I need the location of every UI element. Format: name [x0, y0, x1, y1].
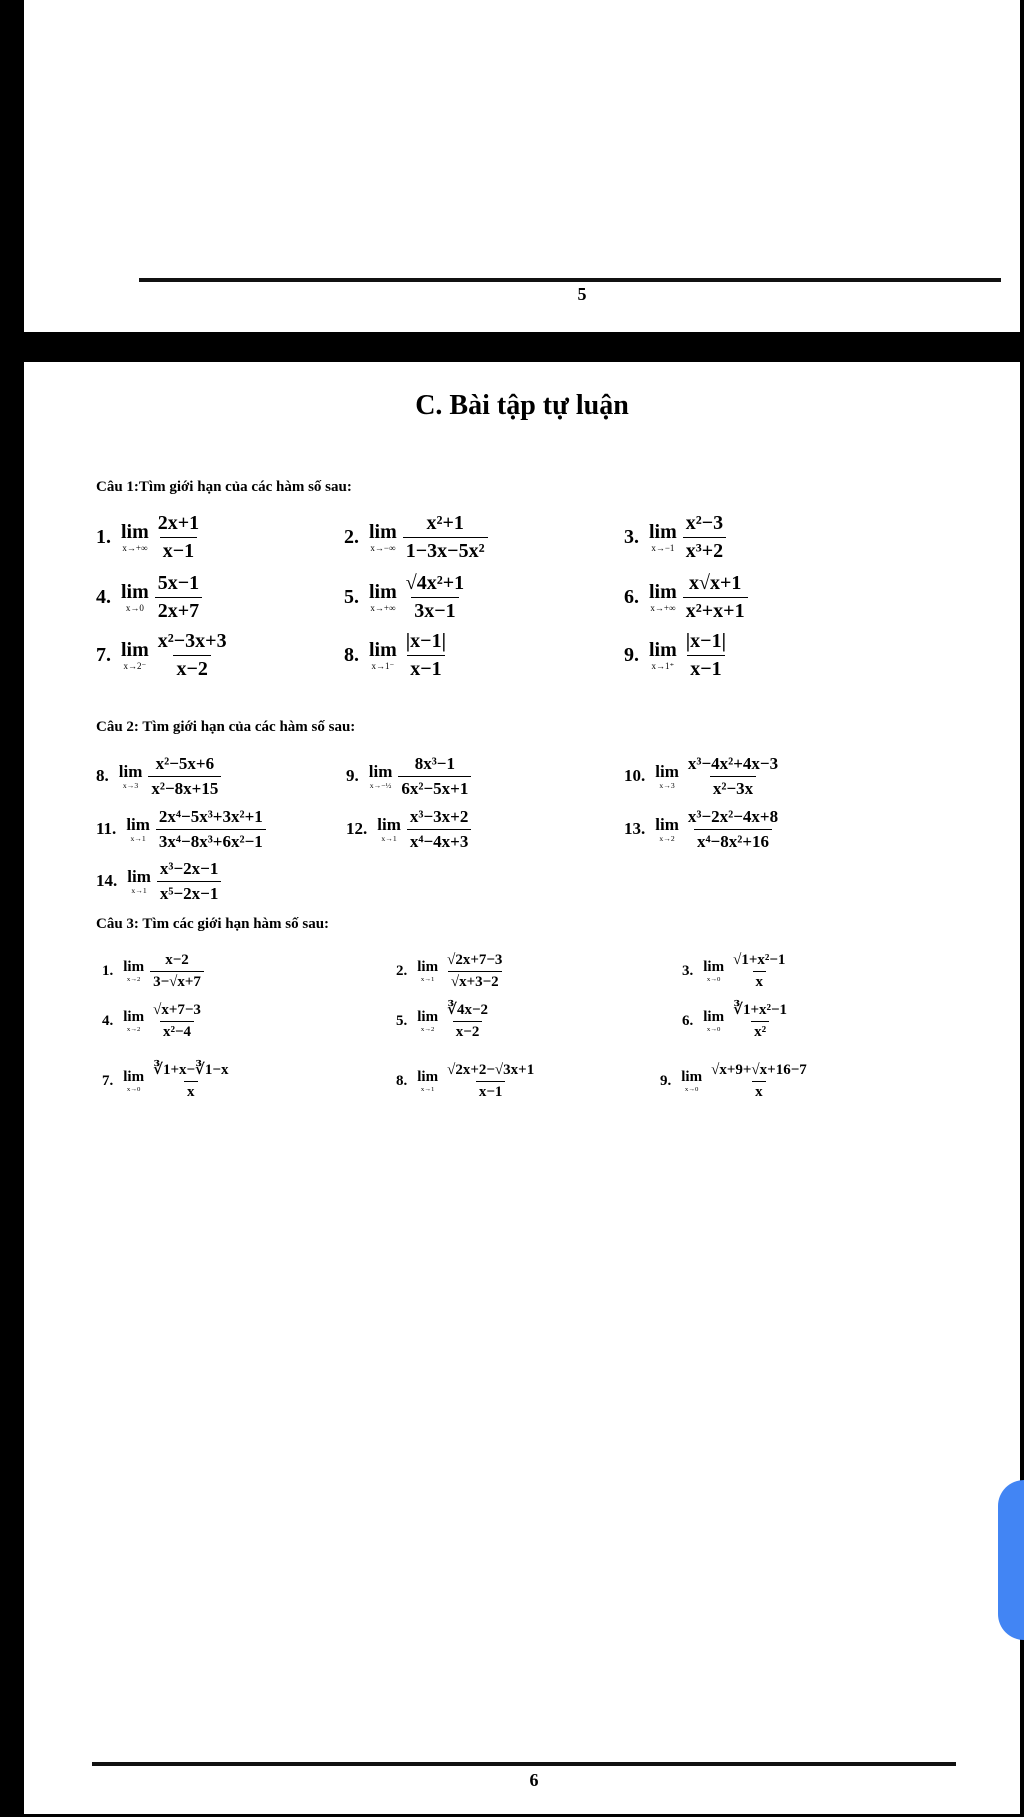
numerator: 5x−1 — [157, 572, 200, 594]
problem-number: 7. — [102, 1073, 114, 1090]
fraction — [444, 952, 505, 992]
fraction — [683, 630, 729, 681]
limit-operator — [655, 816, 679, 843]
fraction — [685, 754, 781, 798]
numerator: √x+7−3 — [153, 1002, 201, 1018]
problem-number: 11. — [96, 819, 117, 839]
limit-approach: x→0 — [684, 1085, 699, 1093]
limit-operator — [123, 960, 144, 984]
problem-number: 9. — [660, 1073, 672, 1090]
limit-word: lim — [123, 958, 145, 975]
question-1-heading: Câu 1:Tìm giới hạn của các hàm số sau: — [96, 479, 352, 495]
limit-word: lim — [655, 761, 679, 781]
problem-number: 6. — [624, 586, 639, 608]
problem-number: 1. — [102, 963, 114, 980]
limit-approach: x→1 — [420, 1085, 435, 1093]
limit-operator — [127, 868, 151, 895]
fraction — [148, 754, 221, 798]
limit-word: lim — [681, 1068, 703, 1085]
fraction — [156, 807, 266, 851]
limit-word: lim — [417, 1008, 439, 1025]
numerator: √2x+7−3 — [447, 952, 503, 968]
limit-problem — [96, 630, 230, 681]
limit-approach: x→−½ — [369, 780, 392, 790]
footer-rule — [139, 278, 1001, 282]
fraction — [157, 859, 221, 903]
fraction — [444, 1062, 537, 1102]
numerator: ∛1+x²−1 — [733, 1002, 788, 1018]
limit-word: lim — [649, 639, 677, 661]
denominator: 3x⁴−8x³+6x²−1 — [156, 829, 266, 852]
limit-operator — [123, 1070, 144, 1094]
limit-problem — [624, 807, 781, 851]
limit-operator — [121, 640, 149, 671]
limit-problem — [396, 1002, 491, 1042]
denominator: 2x+7 — [155, 597, 202, 623]
limit-problem — [396, 1062, 537, 1102]
problem-number: 8. — [96, 766, 109, 786]
fraction — [150, 1062, 231, 1102]
numerator: x²−3x+3 — [157, 630, 227, 652]
limit-word: lim — [417, 958, 439, 975]
limit-approach: x→1⁻ — [371, 661, 395, 671]
fraction — [155, 572, 202, 623]
limit-word: lim — [703, 1008, 725, 1025]
problem-number: 3. — [624, 526, 639, 548]
limit-word: lim — [655, 814, 679, 834]
denominator: x⁵−2x−1 — [157, 881, 221, 904]
limit-problem — [96, 754, 221, 798]
limit-approach: x→1 — [420, 975, 435, 983]
problem-number: 5. — [344, 586, 359, 608]
fraction — [708, 1062, 810, 1102]
denominator: 3x−1 — [411, 597, 458, 623]
denominator: x — [753, 971, 767, 991]
limit-approach: x→0 — [126, 1085, 141, 1093]
numerator: x³−4x²+4x−3 — [687, 754, 779, 773]
limit-operator — [417, 1070, 438, 1094]
limit-approach: x→2⁻ — [123, 661, 147, 671]
limit-problem — [96, 859, 221, 903]
limit-operator — [703, 960, 724, 984]
limit-operator — [369, 763, 393, 790]
limit-problem — [660, 1062, 810, 1102]
limit-approach: x→1 — [381, 833, 397, 843]
limit-problem — [346, 754, 471, 798]
numerator: 2x+1 — [157, 512, 200, 534]
problem-number: 7. — [96, 644, 111, 666]
section-title: C. Bài tập tự luận — [415, 390, 629, 421]
limit-word: lim — [649, 581, 677, 603]
denominator: x−1 — [407, 655, 444, 681]
limit-approach: x→+∞ — [370, 603, 396, 613]
problem-number: 1. — [96, 526, 111, 548]
fraction — [403, 630, 449, 681]
limit-problem — [682, 952, 788, 992]
numerator: ∛1+x−∛1−x — [153, 1062, 229, 1078]
limit-word: lim — [126, 814, 150, 834]
limit-problem — [102, 1002, 204, 1042]
page-6 — [24, 362, 1020, 1814]
limit-operator — [649, 640, 677, 671]
denominator: x⁴−8x²+16 — [694, 829, 772, 852]
limit-word: lim — [703, 958, 725, 975]
problem-number: 12. — [346, 819, 368, 839]
limit-word: lim — [368, 761, 393, 781]
limit-word: lim — [377, 814, 401, 834]
limit-approach: x→+∞ — [122, 543, 148, 553]
problem-number: 5. — [396, 1013, 408, 1030]
limit-operator — [377, 816, 401, 843]
footer-rule — [92, 1762, 956, 1766]
limit-word: lim — [121, 639, 149, 661]
limit-approach: x→−1 — [651, 543, 675, 553]
limit-approach: x→1 — [131, 885, 147, 895]
limit-problem — [344, 630, 449, 681]
problem-number: 4. — [102, 1013, 114, 1030]
limit-word: lim — [417, 1068, 439, 1085]
limit-operator — [649, 522, 677, 553]
denominator: x²−4 — [160, 1021, 194, 1041]
numerator: x√x+1 — [688, 572, 742, 594]
problem-number: 10. — [624, 766, 646, 786]
limit-word: lim — [121, 581, 149, 603]
page-number: 6 — [529, 1770, 539, 1790]
limit-problem — [102, 1062, 231, 1102]
question-3-heading: Câu 3: Tìm các giới hạn hàm số sau: — [96, 916, 330, 932]
denominator: x — [184, 1081, 198, 1101]
numerator: 8x³−1 — [414, 754, 455, 773]
numerator: x²−5x+6 — [155, 754, 215, 773]
limit-operator — [703, 1010, 724, 1034]
limit-problem — [96, 512, 202, 563]
limit-problem — [96, 807, 266, 851]
limit-operator — [417, 960, 438, 984]
limit-word: lim — [118, 761, 143, 781]
fraction — [683, 512, 726, 563]
limit-approach: x→1⁺ — [651, 661, 675, 671]
denominator: 3−√x+7 — [150, 971, 204, 991]
page-number: 5 — [577, 284, 587, 304]
fraction — [685, 807, 781, 851]
limit-approach: x→+∞ — [650, 603, 676, 613]
problem-number: 14. — [96, 871, 118, 891]
denominator: x — [752, 1081, 766, 1101]
numerator: x³−2x−1 — [159, 859, 219, 878]
fraction — [155, 512, 202, 563]
limit-approach: x→2 — [126, 975, 141, 983]
problem-number: 8. — [344, 644, 359, 666]
problem-number: 9. — [624, 644, 639, 666]
denominator: x² — [751, 1021, 769, 1041]
limit-problem — [96, 572, 202, 623]
limit-approach: x→0 — [706, 975, 721, 983]
fraction — [155, 630, 230, 681]
fraction — [150, 952, 204, 992]
denominator: 1−3x−5x² — [403, 537, 488, 563]
numerator: √x+9+√x+16−7 — [711, 1062, 807, 1078]
numerator: x²+1 — [426, 512, 464, 534]
denominator: x⁴−4x+3 — [407, 829, 471, 852]
numerator: x²−3 — [685, 512, 724, 534]
denominator: x−1 — [160, 537, 197, 563]
numerator: x−2 — [165, 952, 189, 968]
limit-operator — [681, 1070, 702, 1094]
limit-approach: x→2 — [659, 833, 675, 843]
denominator: x−1 — [476, 1081, 506, 1101]
limit-word: lim — [369, 521, 397, 543]
limit-problem — [346, 807, 471, 851]
limit-problem — [344, 512, 488, 563]
limit-operator — [119, 763, 143, 790]
limit-problem — [396, 952, 505, 992]
limit-approach: x→3 — [659, 780, 675, 790]
limit-approach: x→−∞ — [370, 543, 396, 553]
fraction — [150, 1002, 204, 1042]
problem-number: 9. — [346, 766, 359, 786]
numerator: √1+x²−1 — [733, 952, 786, 968]
limit-problem — [624, 572, 748, 623]
denominator: x³+2 — [683, 537, 726, 563]
numerator: 2x⁴−5x³+3x²+1 — [158, 807, 263, 826]
numerator: x³−2x²−4x+8 — [687, 807, 779, 826]
denominator: x−2 — [453, 1021, 483, 1041]
limit-word: lim — [369, 639, 397, 661]
problem-number: 2. — [396, 963, 408, 980]
denominator: x²−8x+15 — [148, 776, 221, 799]
limit-problem — [682, 1002, 790, 1042]
question-2-heading: Câu 2: Tìm giới hạn của các hàm số sau: — [96, 719, 356, 735]
denominator: √x+3−2 — [448, 971, 502, 991]
limit-approach: x→3 — [122, 780, 139, 790]
limit-problem — [624, 630, 729, 681]
numerator: |x−1| — [685, 630, 726, 652]
fraction — [403, 572, 467, 623]
limit-word: lim — [649, 521, 677, 543]
fraction — [403, 512, 488, 563]
denominator: x²−3x — [710, 776, 756, 799]
limit-operator — [126, 816, 150, 843]
numerator: ∛4x−2 — [447, 1002, 488, 1018]
limit-problem — [102, 952, 204, 992]
limit-word: lim — [127, 866, 151, 886]
limit-word: lim — [123, 1068, 145, 1085]
limit-operator — [369, 640, 397, 671]
problem-number: 6. — [682, 1013, 694, 1030]
limit-word: lim — [369, 581, 397, 603]
limit-approach: x→0 — [706, 1025, 721, 1033]
page-5 — [24, 0, 1020, 332]
denominator: x−1 — [687, 655, 724, 681]
problem-number: 2. — [344, 526, 359, 548]
limit-operator — [121, 522, 149, 553]
limit-approach: x→2 — [126, 1025, 141, 1033]
numerator: √4x²+1 — [405, 572, 465, 594]
limit-word: lim — [123, 1008, 145, 1025]
numerator: |x−1| — [405, 630, 446, 652]
limit-operator — [369, 522, 397, 553]
side-scroll-tab[interactable] — [998, 1480, 1024, 1640]
denominator: x−2 — [173, 655, 210, 681]
limit-operator — [123, 1010, 144, 1034]
problem-number: 3. — [682, 963, 694, 980]
limit-operator — [369, 582, 397, 613]
limit-approach: x→0 — [125, 603, 144, 613]
problem-number: 13. — [624, 819, 646, 839]
numerator: √2x+2−√3x+1 — [447, 1062, 535, 1078]
denominator: 6x²−5x+1 — [398, 776, 471, 799]
fraction — [407, 807, 471, 851]
limit-operator — [417, 1010, 438, 1034]
denominator: x²+x+1 — [683, 597, 748, 623]
limit-problem — [344, 572, 467, 623]
fraction — [398, 754, 471, 798]
limit-problem — [624, 512, 726, 563]
fraction — [730, 1002, 790, 1042]
limit-problem — [624, 754, 781, 798]
limit-operator — [655, 763, 679, 790]
limit-word: lim — [121, 521, 149, 543]
limit-approach: x→2 — [420, 1025, 435, 1033]
fraction — [683, 572, 748, 623]
problem-number: 8. — [396, 1073, 408, 1090]
numerator: x³−3x+2 — [409, 807, 469, 826]
problem-number: 4. — [96, 586, 111, 608]
fraction — [444, 1002, 491, 1042]
limit-operator — [649, 582, 677, 613]
limit-operator — [121, 582, 149, 613]
fraction — [730, 952, 788, 992]
limit-approach: x→1 — [130, 833, 146, 843]
